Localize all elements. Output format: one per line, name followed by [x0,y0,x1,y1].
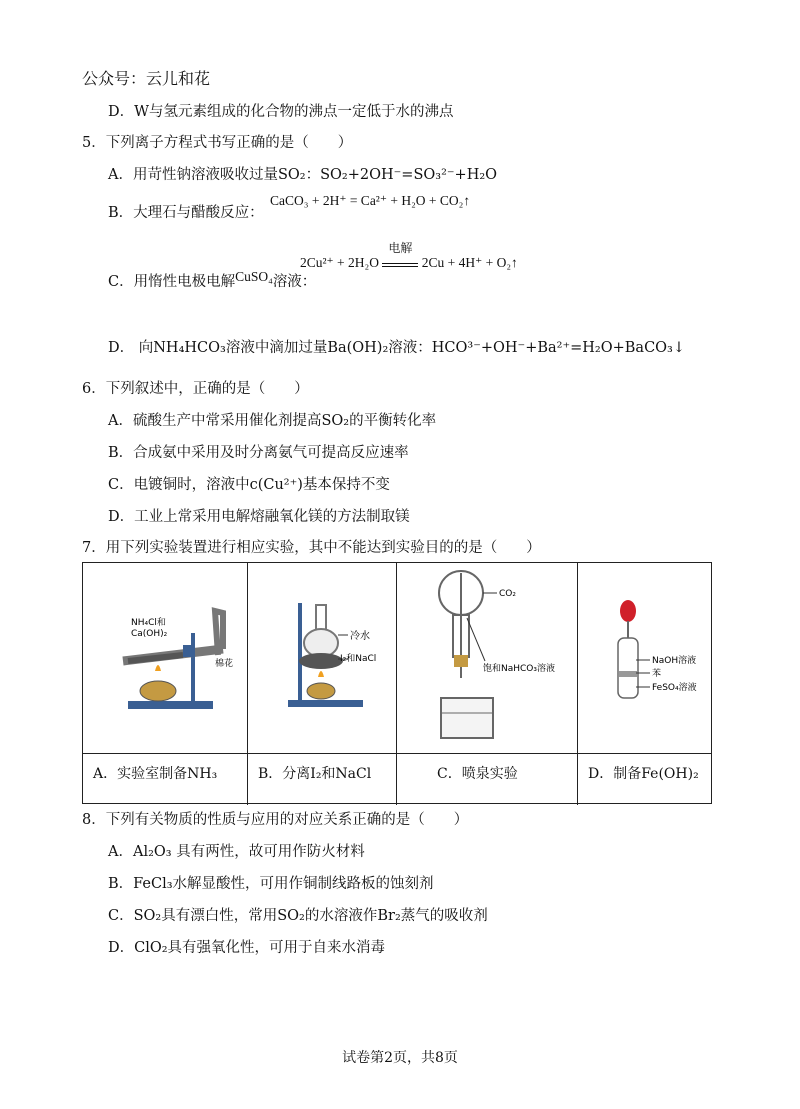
beaker-contents-icon [299,653,343,669]
round-flask-icon [304,629,338,657]
apparatus-d-figure [578,563,711,751]
equal-sign [382,263,418,267]
cell-c [397,563,578,805]
cell-a [83,563,248,805]
label-i2-nacl: I₂和NaCl [340,654,377,664]
label-nh4cl: NH₄Cl和 [131,618,166,628]
header-source: 公众号：云儿和花 [82,69,211,88]
q5-option-b-equation: CaCO₃ + 2H⁺ = Ca²⁺ + H₂O + CO₂↑ [270,193,471,208]
q5-option-a: A．用苛性钠溶液吸收过量SO₂：SO₂+2OH⁻=SO₃²⁻+H₂O [108,167,498,183]
label-caoh2: Ca(OH)₂ [131,629,168,639]
collection-tube-icon [215,611,223,655]
caption-b: B．分离I₂和NaCl [258,766,372,782]
stand-base-icon [128,701,213,709]
q6-option-a: A．硫酸生产中常采用催化剂提高SO₂的平衡转化率 [108,413,437,429]
q8-option-d: D．ClO₂具有强氧化性，可用于自来水消毒 [108,940,386,956]
q6-option-b: B．合成氨中采用及时分离氨气可提高反应速率 [108,445,409,461]
apparatus-a-figure [83,563,246,751]
cell-b [248,563,397,805]
q5-stem: 5．下列离子方程式书写正确的是（ ） [82,135,353,151]
q8-option-a: A．Al₂O₃ 具有两性，故可用作防火材料 [108,844,365,860]
label-feso4: FeSO₄溶液 [652,683,697,693]
flame-icon [155,665,161,671]
q6-stem: 6．下列叙述中，正确的是（ ） [82,381,309,397]
caption-c: C．喷泉实验 [437,766,518,782]
cell-d [578,563,713,805]
label-nahco3: 饱和NaHCO₃溶液 [483,664,555,674]
q6-option-c: C．电镀铜时，溶液中c(Cu²⁺)基本保持不变 [108,477,390,493]
stand-rod-icon [298,603,302,701]
q5-option-b [108,201,264,222]
stand-rod-icon [191,633,195,703]
apparatus-c-figure [397,563,576,751]
label-cold-water: 冷水 [350,631,370,642]
q5-option-c-eq-condition [382,241,418,267]
alcohol-lamp-icon [307,683,335,699]
dropper-bulb-icon [620,600,636,622]
flame-icon [318,671,324,677]
label-benzene: 苯 [652,669,662,679]
caption-a: A．实验室制备NH₃ [93,766,218,782]
clamp-icon [183,645,195,657]
q5-option-c-text2: 溶液： [272,274,317,290]
q5-option-d: D． 向NH₄HCO₃溶液中滴加过量Ba(OH)₂溶液：HCO³⁻+OH⁻+Ba²⁺=H₂O+BaCO₃↓ [108,340,686,356]
label-naoh: NaOH溶液 [652,656,697,666]
q5-option-c-eq-left: 2Cu²⁺ + 2H₂O [300,255,379,270]
q7-stem: 7．用下列实验装置进行相应实验，其中不能达到实验目的的是（ ） [82,540,541,556]
q4-option-d: D．W与氢元素组成的化合物的沸点一定低于水的沸点 [108,104,454,120]
caption-d: D．制备Fe(OH)₂ [588,766,699,782]
q8-stem: 8．下列有关物质的性质与应用的对应关系正确的是（ ） [82,812,469,828]
flask-neck-icon [316,605,326,630]
beaker-icon [441,698,493,738]
test-tube-icon [618,638,638,698]
q7-apparatus-table [82,562,712,804]
electrolysis-label: 电解 [388,241,413,255]
alcohol-lamp-icon [140,681,176,701]
q5-option-b-text: B．大理石与醋酸反应： [108,205,264,221]
benzene-layer [619,671,637,677]
page-footer: 试卷第2页，共8页 [342,1050,458,1066]
label-co2: CO₂ [499,589,516,599]
apparatus-b-figure [248,563,395,751]
q5-option-c-formula: CuSO₄ [235,269,273,284]
q5-option-c-text: C．用惰性电极电解 [108,274,236,290]
stand-base-icon [288,700,363,707]
q5-option-c [108,270,316,291]
q6-option-d: D．工业上常采用电解熔融氧化镁的方法制取镁 [108,509,410,525]
stopper-icon [454,655,468,667]
q8-option-b: B．FeCl₃水解显酸性，可用作铜制线路板的蚀刻剂 [108,876,434,892]
q5-option-c-equation [300,241,518,271]
label-cotton: 棉花 [215,659,234,669]
q5-option-c-eq-right: 2Cu + 4H⁺ + O₂↑ [421,255,518,270]
q8-option-c: C．SO₂具有漂白性，常用SO₂的水溶液作Br₂蒸气的吸收剂 [108,908,488,924]
